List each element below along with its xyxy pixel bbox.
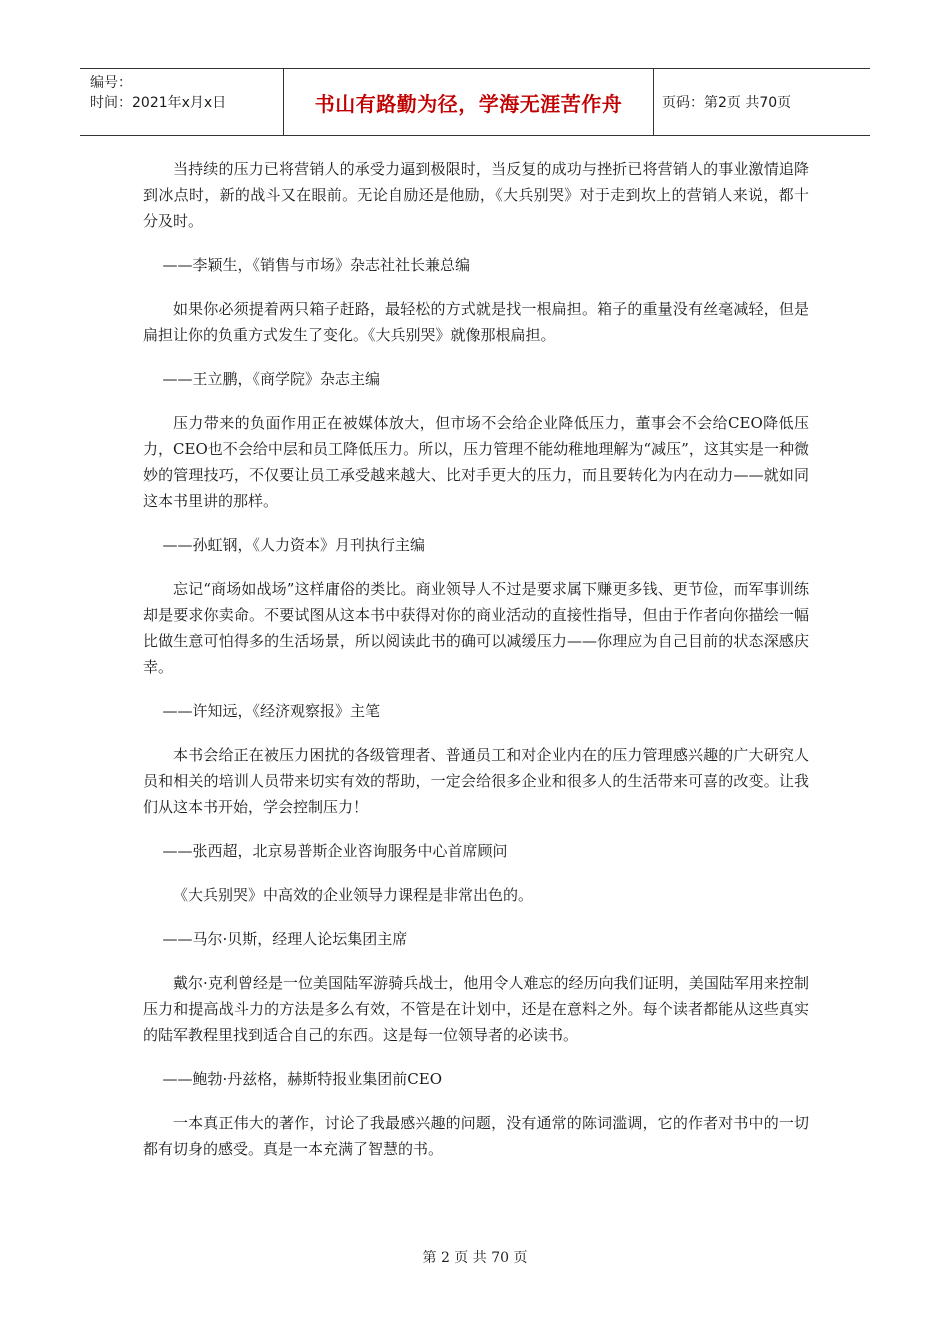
quote-block bbox=[143, 410, 809, 558]
quote-block bbox=[143, 156, 809, 278]
quote-text: 压力带来的负面作用正在被媒体放大，但市场不会给企业降低压力，董事会不会给CEO降低压力，CEO也不会给中层和员工降低压力。所以，压力管理不能幼稚地理解为“减压”，这其实是一种微妙的管理技巧，不仅要让员工承受越来越大、比对手更大的压力，而且要转化为内在动力——就如同这本书里讲的那样。 bbox=[143, 414, 809, 510]
serial-label: 编号： bbox=[90, 75, 132, 91]
quote-attribution: ——孙虹钢，《人力资本》月刊执行主编 bbox=[162, 536, 426, 554]
page-footer: 第 2 页 共 70 页 bbox=[422, 1250, 528, 1266]
quote-text: 本书会给正在被压力困扰的各级管理者、普通员工和对企业内在的压力管理感兴趣的广大研究人员和相关的培训人员带来切实有效的帮助，一定会给很多企业和很多人的生活带来可喜的改变。让我们从这本书开始，学会控制压力！ bbox=[143, 746, 809, 816]
quote-text: 一本真正伟大的著作，讨论了我最感兴趣的问题，没有通常的陈词滥调，它的作者对书中的一切都有切身的感受。真是一本充满了智慧的书。 bbox=[143, 1114, 809, 1158]
quote-text: 《大兵别哭》中高效的企业领导力课程是非常出色的。 bbox=[173, 886, 534, 904]
quote-block bbox=[143, 1110, 809, 1162]
quote-attribution: ——鲍勃·丹兹格，赫斯特报业集团前CEO bbox=[162, 1070, 442, 1088]
quote-block bbox=[143, 742, 809, 864]
quote-block bbox=[143, 970, 809, 1092]
page-header bbox=[80, 68, 870, 136]
quote-text: 戴尔·克利曾经是一位美国陆军游骑兵战士，他用令人难忘的经历向我们证明，美国陆军用来控制压力和提高战斗力的方法是多么有效，不管是在计划中，还是在意料之外。每个读者都能从这些真实的陆军教程里找到适合自己的东西。这是每一位领导者的必读书。 bbox=[143, 974, 809, 1044]
quote-block bbox=[143, 882, 809, 952]
quote-text: 忘记“商场如战场”这样庸俗的类比。商业领导人不过是要求属下赚更多钱、更节俭，而军事训练却是要求你卖命。不要试图从这本书中获得对你的商业活动的直接性指导，但由于作者向你描绘一幅比做生意可怕得多的生活场景，所以阅读此书的确可以减缓压力——你理应为自己目前的状态深感庆幸。 bbox=[143, 580, 809, 676]
quote-text: 当持续的压力已将营销人的承受力逼到极限时，当反复的成功与挫折已将营销人的事业激情追降到冰点时，新的战斗又在眼前。无论自励还是他励，《大兵别哭》对于走到坎上的营销人来说，都十分及时。 bbox=[143, 160, 809, 230]
time-label: 时间：2021年x月x日 bbox=[90, 95, 227, 111]
quote-attribution: ——许知远，《经济观察报》主笔 bbox=[162, 702, 381, 720]
quote-attribution: ——张西超，北京易普斯企业咨询服务中心首席顾问 bbox=[162, 842, 508, 860]
header-page-label: 页码：第2页 共70页 bbox=[662, 95, 792, 111]
header-motto: 书山有路勤为径，学海无涯苦作舟 bbox=[284, 69, 654, 135]
header-meta bbox=[80, 69, 284, 135]
quote-block bbox=[143, 576, 809, 724]
quote-attribution: ——李颖生，《销售与市场》杂志社社长兼总编 bbox=[162, 256, 471, 274]
quote-attribution: ——马尔·贝斯，经理人论坛集团主席 bbox=[162, 930, 408, 948]
quote-text: 如果你必须提着两只箱子赶路，最轻松的方式就是找一根扁担。箱子的重量没有丝毫减轻，但是扁担让你的负重方式发生了变化。《大兵别哭》就像那根扁担。 bbox=[143, 300, 809, 344]
quote-block bbox=[143, 296, 809, 392]
document-body bbox=[143, 156, 809, 1162]
quote-attribution: ——王立鹏，《商学院》杂志主编 bbox=[162, 370, 381, 388]
